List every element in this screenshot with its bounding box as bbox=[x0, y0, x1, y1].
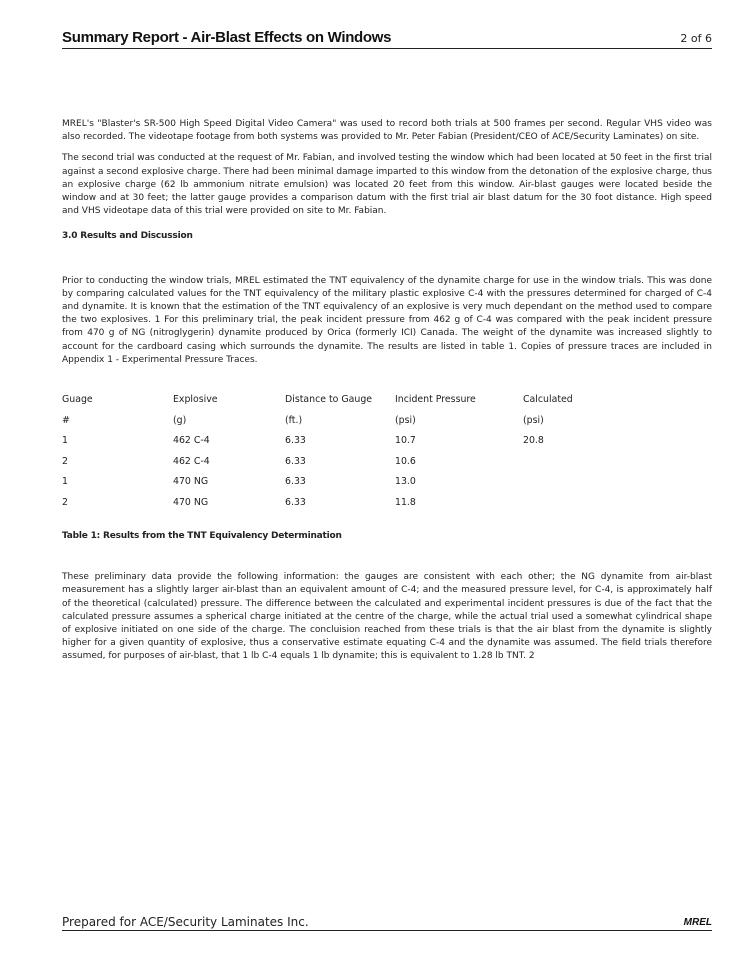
table-cell: 10.7 bbox=[395, 435, 416, 447]
table-cell: 6.33 bbox=[285, 496, 306, 508]
results-table bbox=[62, 393, 712, 516]
paragraph-conclusion: These preliminary data provide the following information: the gauges are consistent with each other; the NG dynamite from air-blast measurement has a slightly larger air-blast than an equivalent amount of C-4; and the measured pressure level, for C-4, is approximately half of the theoretical (calculated) pressure. The difference between the calculated and experimental incident pressures is due of the fact that the calculated pressure assumes a spherical charge initiated at the centre of the charge, while the actual trial used a somewhat cylindrical shape of explosive initiated on one side of the charge. The concluision reached from these trials is that the air blast from the dynamite is slightly higher for a given quantity of explosive, thus a conservative estimate equating C-4 and the dynamite was assumed. The field trials therefore assumed, for purposes of air-blast, that 1 lb C-4 equals 1 lb dynamite; this is equivalent to 1.28 lb TNT. 2 bbox=[62, 572, 712, 662]
table-cell: 2 bbox=[62, 455, 68, 467]
table-row bbox=[62, 475, 712, 496]
table-header-row bbox=[62, 393, 712, 414]
table-unit-cell: # bbox=[62, 414, 70, 426]
table-cell: 1 bbox=[62, 476, 68, 488]
table-cell: 470 NG bbox=[173, 476, 209, 488]
table-unit-cell: (psi) bbox=[395, 414, 416, 426]
table-cell: 20.8 bbox=[523, 435, 544, 447]
table-cell: 470 NG bbox=[173, 496, 209, 508]
footer-logo-text: MREL bbox=[683, 917, 712, 928]
table-row bbox=[62, 455, 712, 476]
table-cell: 10.6 bbox=[395, 455, 416, 467]
table-header-cell: Explosive bbox=[173, 394, 218, 406]
table-cell: 6.33 bbox=[285, 435, 306, 447]
paragraph-tnt-equivalency: Prior to conducting the window trials, MREL estimated the TNT equivalency of the dynamite charge for use in the window trials. This was done by comparing calculated values for the TNT equivalency of the military plastic explosive C-4 with the pressures determined for charged of C-4 and dynamite. It is known that the estimation of the TNT equivalency of an explosive is very much dependant on the method used to compare the two explosives. 1 For this preliminary trial, the peak incident pressure from 462 g of C-4 was compared with the peak incident pressure from 470 g of NG (nitroglygerin) dynamite produced by Orica (formerly ICI) Canada. The weight of the dynamite was increased slightly to account for the cardboard casing which surrounds the dynamite. The results are listed in table 1. Copies of pressure traces are included in Appendix 1 - Experimental Pressure Traces. bbox=[62, 275, 712, 365]
table-cell: 11.8 bbox=[395, 496, 416, 508]
table-units-row bbox=[62, 414, 712, 435]
paragraph-second-trial: The second trial was conducted at the request of Mr. Fabian, and involved testing the window which had been located at 50 feet in the first trial against a second explosive charge. There had been minimal damage imparted to this window from the detonation of the explosive charge, thus an explosive charge (62 lb ammonium nitrate emulsion) was located 20 feet from this window. Air-blast gauges were located beside the window and at 30 feet; the latter gauge provides a comparison datum with the first trial air blast datum for the 30 foot distance. High speed and VHS videotape data of this trial were provided on site to Mr. Fabian. bbox=[62, 153, 712, 217]
table-row bbox=[62, 496, 712, 517]
table-header-cell: Distance to Gauge bbox=[285, 394, 373, 406]
table-row bbox=[62, 434, 712, 455]
table-header-cell: Guage bbox=[62, 394, 93, 406]
table-header-cell: Calculated bbox=[523, 394, 573, 406]
section-heading: 3.0 Results and Discussion bbox=[62, 231, 193, 242]
page-footer bbox=[62, 914, 712, 931]
table-cell: 6.33 bbox=[285, 476, 306, 488]
table-cell: 462 C-4 bbox=[173, 435, 210, 447]
report-body bbox=[62, 118, 712, 672]
page-header bbox=[62, 28, 712, 49]
table-unit-cell: (psi) bbox=[523, 414, 544, 426]
table-unit-cell: (g) bbox=[173, 414, 187, 426]
table-cell: 6.33 bbox=[285, 455, 306, 467]
paragraph-video: MREL's "Blaster's SR-500 High Speed Digital Video Camera" was used to record both trials at 500 frames per second. Regular VHS video was also recorded. The videotape footage from both systems was provided to Mr. Peter Fabian (President/CEO of ACE/Security Laminates) on site. bbox=[62, 119, 712, 143]
table-cell: 1 bbox=[62, 435, 68, 447]
report-title: Summary Report - Air-Blast Effects on Windows bbox=[62, 29, 392, 46]
table-caption: Table 1: Results from the TNT Equivalency Determination bbox=[62, 531, 342, 542]
table-unit-cell: (ft.) bbox=[285, 414, 303, 426]
table-cell: 462 C-4 bbox=[173, 455, 210, 467]
table-cell: 2 bbox=[62, 496, 68, 508]
footer-prepared-for: Prepared for ACE/Security Laminates Inc. bbox=[62, 915, 309, 929]
table-cell: 13.0 bbox=[395, 476, 416, 488]
table-header-cell: Incident Pressure bbox=[395, 394, 476, 406]
page-number: 2 of 6 bbox=[680, 32, 712, 45]
